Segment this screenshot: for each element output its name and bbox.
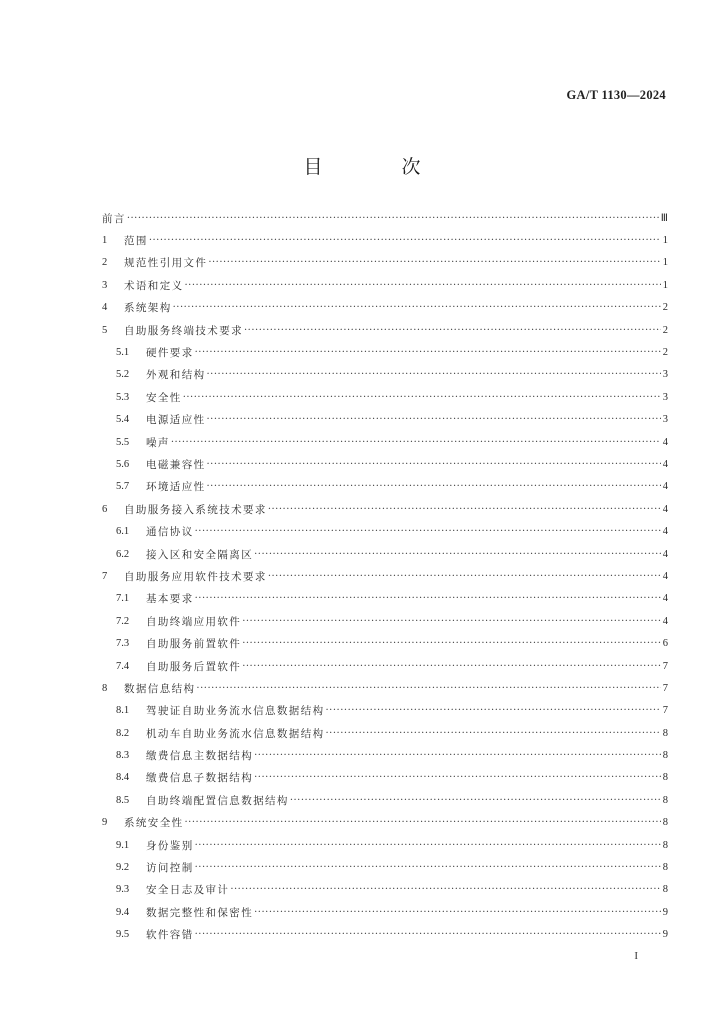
toc-leader-dots [149, 235, 661, 246]
toc-entry-number: 7.4 [116, 660, 130, 672]
toc-entry-page: 8 [662, 862, 668, 874]
toc-entry-page: 4 [662, 458, 668, 470]
toc-entry-number: 9.3 [116, 884, 130, 896]
toc-entry-page: 9 [662, 929, 668, 941]
toc-entry-number: 8.2 [116, 727, 130, 739]
toc-entry-number: 9.1 [116, 839, 130, 851]
toc-entry-number: 2 [102, 257, 108, 269]
toc-entry [102, 274, 668, 296]
toc-leader-dots [195, 840, 661, 851]
toc-leader-dots [195, 862, 661, 873]
toc-leader-dots [326, 705, 662, 716]
toc-leader-dots [242, 661, 661, 672]
toc-entry-page: 4 [662, 615, 668, 627]
toc-entry-title: 访问控制 [146, 862, 194, 875]
toc-entry-number: 4 [102, 302, 108, 314]
toc-entry-page: 8 [662, 817, 668, 829]
toc-leader-dots [196, 683, 661, 694]
toc-entry-number: 8.3 [116, 750, 130, 762]
toc-leader-dots [207, 369, 662, 380]
toc-entry-title: 软件容错 [146, 929, 194, 942]
toc-entry-title: 噪声 [146, 436, 170, 449]
toc-leader-dots [185, 280, 662, 291]
toc-leader-dots [185, 817, 662, 828]
toc-entry-page: 4 [662, 570, 668, 582]
toc-entry-title: 电磁兼容性 [146, 458, 206, 471]
toc-leader-dots [195, 929, 661, 940]
toc-entry [102, 700, 668, 722]
toc-entry-number: 5.5 [116, 436, 130, 448]
toc-entry-page: 9 [662, 906, 668, 918]
toc-entry [102, 856, 668, 878]
toc-entry-title: 数据完整性和保密性 [146, 906, 254, 919]
toc-entry [102, 476, 668, 498]
toc-entry-title: 接入区和安全隔离区 [146, 548, 254, 561]
toc-entry-page: 4 [662, 481, 668, 493]
toc-entry [102, 341, 668, 363]
toc-leader-dots [195, 347, 661, 358]
toc-leader-dots [195, 593, 661, 604]
toc-entry-title: 通信协议 [146, 526, 194, 539]
toc-entry-number: 6.2 [116, 548, 130, 560]
toc-leader-dots [242, 638, 661, 649]
toc-entry [102, 386, 668, 408]
toc-leader-dots [268, 571, 661, 582]
toc-entry [102, 588, 668, 610]
toc-entry [102, 520, 668, 542]
toc-leader-dots [326, 728, 662, 739]
toc-entry-page: 7 [662, 660, 668, 672]
toc-entry-number: 7.2 [116, 615, 130, 627]
toc-entry-number: 6 [102, 503, 108, 515]
toc-entry-page: Ⅲ [660, 213, 668, 225]
toc-entry-page: 6 [662, 638, 668, 650]
toc-entry-title: 自助服务终端技术要求 [124, 324, 243, 337]
toc-leader-dots [254, 750, 661, 761]
toc-entry-title: 身份鉴别 [146, 839, 194, 852]
toc-leader-dots [207, 414, 662, 425]
toc-entry-page: 3 [662, 414, 668, 426]
toc-entry-page: 4 [662, 593, 668, 605]
toc-entry-title: 前言 [102, 212, 126, 225]
toc-entry-number: 6.1 [116, 526, 130, 538]
toc-entry [102, 879, 668, 901]
toc-leader-dots [171, 437, 661, 448]
toc-entry-title: 自助终端应用软件 [146, 615, 242, 628]
toc-entry-page: 2 [662, 324, 668, 336]
toc-entry [102, 924, 668, 946]
toc-entry-title: 数据信息结构 [124, 682, 196, 695]
toc-entry-number: 5.7 [116, 481, 130, 493]
toc-entry-title: 范围 [124, 235, 148, 248]
toc-entry [102, 297, 668, 319]
toc-entry-page: 2 [662, 347, 668, 359]
toc-entry-number: 7.3 [116, 638, 130, 650]
toc-leader-dots [208, 257, 661, 268]
toc-entry-page: 8 [662, 794, 668, 806]
toc-entry-title: 术语和定义 [124, 279, 184, 292]
toc-entry-number: 5 [102, 324, 108, 336]
toc-entry-page: 1 [662, 235, 668, 247]
toc-entry [102, 812, 668, 834]
toc-entry-page: 8 [662, 839, 668, 851]
toc-entry-title: 自助服务接入系统技术要求 [124, 503, 267, 516]
toc-entry-page: 8 [662, 727, 668, 739]
toc-entry [102, 677, 668, 699]
toc-entry-number: 8.5 [116, 794, 130, 806]
toc-entry [102, 252, 668, 274]
table-of-contents [102, 207, 668, 946]
toc-entry [102, 431, 668, 453]
toc-entry [102, 722, 668, 744]
toc-entry [102, 632, 668, 654]
toc-entry-number: 7.1 [116, 593, 130, 605]
toc-entry [102, 207, 668, 229]
toc-leader-dots [173, 302, 661, 313]
toc-leader-dots [254, 907, 661, 918]
toc-leader-dots [242, 616, 661, 627]
toc-entry-number: 9 [102, 817, 108, 829]
toc-entry-title: 电源适应性 [146, 414, 206, 427]
toc-entry [102, 901, 668, 923]
toc-entry-number: 9.5 [116, 929, 130, 941]
toc-entry [102, 498, 668, 520]
toc-entry-number: 3 [102, 279, 108, 291]
toc-leader-dots [254, 772, 661, 783]
toc-entry [102, 767, 668, 789]
toc-entry-page: 2 [662, 302, 668, 314]
toc-entry [102, 744, 668, 766]
toc-leader-dots [290, 795, 661, 806]
toc-leader-dots [254, 549, 661, 560]
toc-entry-title: 规范性引用文件 [124, 257, 208, 270]
toc-entry-number: 8 [102, 682, 108, 694]
toc-entry-number: 5.3 [116, 391, 130, 403]
toc-entry-number: 5.2 [116, 369, 130, 381]
toc-entry [102, 834, 668, 856]
toc-entry-page: 1 [662, 279, 668, 291]
toc-entry-page: 3 [662, 369, 668, 381]
toc-entry [102, 610, 668, 632]
toc-entry-title: 外观和结构 [146, 369, 206, 382]
toc-entry-number: 8.4 [116, 772, 130, 784]
toc-entry-page: 1 [662, 257, 668, 269]
toc-entry-title: 自助服务应用软件技术要求 [124, 570, 267, 583]
page-title: 目 次 [303, 156, 451, 178]
toc-entry [102, 789, 668, 811]
toc-entry [102, 409, 668, 431]
toc-leader-dots [183, 392, 661, 403]
toc-entry-title: 系统架构 [124, 302, 172, 315]
toc-entry-title: 驾驶证自助业务流水信息数据结构 [146, 705, 325, 718]
toc-entry-title: 自助终端配置信息数据结构 [146, 794, 289, 807]
toc-entry [102, 565, 668, 587]
toc-leader-dots [207, 481, 662, 492]
toc-entry-title: 自助服务后置软件 [146, 660, 242, 673]
toc-entry-number: 9.4 [116, 906, 130, 918]
toc-entry-page: 8 [662, 772, 668, 784]
toc-entry-number: 5.4 [116, 414, 130, 426]
page-number: I [634, 950, 638, 962]
toc-leader-dots [230, 884, 661, 895]
toc-leader-dots [207, 459, 662, 470]
toc-leader-dots [268, 504, 661, 515]
toc-entry-title: 机动车自助业务流水信息数据结构 [146, 727, 325, 740]
toc-entry-title: 硬件要求 [146, 347, 194, 360]
toc-entry [102, 319, 668, 341]
toc-entry-title: 缴费信息主数据结构 [146, 750, 254, 763]
toc-entry [102, 364, 668, 386]
document-code: GA/T 1130—2024 [566, 88, 666, 102]
toc-leader-dots [127, 213, 660, 224]
toc-leader-dots [195, 526, 661, 537]
toc-leader-dots [244, 325, 661, 336]
toc-entry-page: 4 [662, 526, 668, 538]
toc-entry [102, 453, 668, 475]
toc-entry-page: 8 [662, 750, 668, 762]
toc-entry-title: 缴费信息子数据结构 [146, 772, 254, 785]
toc-entry [102, 543, 668, 565]
toc-entry-title: 自助服务前置软件 [146, 638, 242, 651]
toc-entry-title: 环境适应性 [146, 481, 206, 494]
toc-entry-page: 4 [662, 503, 668, 515]
toc-entry-number: 1 [102, 235, 108, 247]
toc-entry [102, 655, 668, 677]
toc-entry-title: 系统安全性 [124, 817, 184, 830]
toc-entry-page: 4 [662, 548, 668, 560]
toc-entry-page: 8 [662, 884, 668, 896]
toc-entry-title: 安全性 [146, 391, 182, 404]
toc-entry-number: 5.1 [116, 347, 130, 359]
toc-entry-number: 9.2 [116, 862, 130, 874]
toc-entry-page: 4 [662, 436, 668, 448]
toc-entry-page: 7 [662, 682, 668, 694]
toc-entry-title: 基本要求 [146, 593, 194, 606]
toc-entry-number: 5.6 [116, 458, 130, 470]
toc-entry-title: 安全日志及审计 [146, 884, 230, 897]
toc-entry-number: 8.1 [116, 705, 130, 717]
toc-entry [102, 229, 668, 251]
toc-entry-page: 3 [662, 391, 668, 403]
toc-entry-number: 7 [102, 570, 108, 582]
toc-entry-page: 7 [662, 705, 668, 717]
